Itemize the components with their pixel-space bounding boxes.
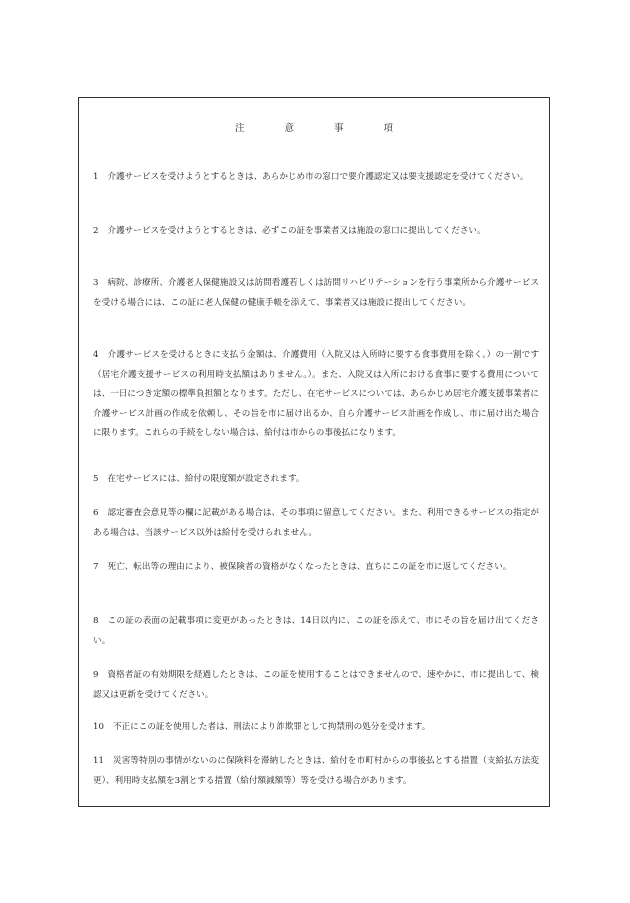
title-char: 項 [383, 123, 394, 134]
notice-text: 資格者証の有効期限を経過したときは、この証を使用することはできませんので、速やかに、市に提出して、検認又は更新を受けてください。 [93, 670, 539, 700]
notice-text: この証の表面の記載事項に変更があったときは、14日以内に、この証を添えて、市にその旨を届け出てください。 [93, 616, 539, 646]
notice-text: 病院、診療所、介護老人保健施設又は訪問看護若しくは訪問リハビリテーションを行う事業所から介護サービスを受ける場合には、この証に老人保健の健康手帳を添えて、事業者又は施設に提出してください。 [93, 278, 539, 308]
notice-number: 3 [93, 278, 99, 288]
notice-text: 死亡、転出等の理由により、被保険者の資格がなくなったときは、直ちにこの証を市に返してください。 [107, 562, 512, 572]
title-char: 意 [284, 123, 294, 134]
notice-number: 7 [93, 562, 99, 572]
notice-item-5 [93, 470, 539, 490]
notice-item-2 [93, 222, 539, 242]
notice-text: 認定審査会意見等の欄に記載がある場合は、その事項に留意してください。また、利用できるサービスの指定がある場合は、当該サービス以外は給付を受けられません。 [93, 508, 539, 538]
notice-item-8 [93, 612, 539, 651]
notice-item-6 [93, 504, 539, 543]
notice-item-4 [93, 346, 539, 444]
notice-frame [78, 97, 550, 807]
page-title [79, 120, 549, 134]
notice-number: 8 [93, 616, 99, 626]
notice-item-9 [93, 666, 539, 705]
notice-text: 介護サービスを受けようとするときは、あらかじめ市の窓口で要介護認定又は要支援認定を受けてください。 [107, 172, 529, 182]
notice-number: 5 [93, 474, 99, 484]
notice-number: 2 [93, 226, 99, 236]
notice-number: 11 [93, 756, 104, 766]
notice-text: 在宅サービスには、給付の限度額が設定されます。 [107, 474, 305, 484]
notice-item-3 [93, 274, 539, 313]
notice-text: 災害等特別の事情がないのに保険料を滞納したときは、給付を市町村からの事後払とする措置（支給払方法変更）、利用時支払額を3割とする措置（給付額減額等）等を受ける場合があります。 [93, 756, 539, 786]
notice-number: 9 [93, 670, 99, 680]
notice-number: 10 [93, 722, 104, 732]
notice-text: 介護サービスを受けるときに支払う金額は、介護費用（入院又は入所時に要する食事費用を除く。）の一割です（居宅介護支援サービスの利用時支払額はありません。）。また、入院又は入所における食事に要する費用については、一日につき定額の標準負担額となります。ただし、在宅サービスについては、あらかじめ居宅介護支援事業者に介護サービス計画の作成を依頼し、その旨を市に届け出るか、自ら介護サービス計画を作成し、市に届け出た場合に限ります。これらの手続をしない場合は、給付は市からの事後払になります。 [93, 350, 539, 438]
notice-number: 4 [93, 350, 99, 360]
notice-text: 不正にこの証を使用した者は、刑法により詐欺罪として拘禁刑の処分を受けます。 [112, 722, 431, 732]
notice-item-7 [93, 558, 539, 578]
notice-number: 6 [93, 508, 99, 518]
notice-text: 介護サービスを受けようとするときは、必ずこの証を事業者又は施設の窓口に提出してください。 [107, 226, 486, 236]
notice-item-10 [93, 718, 539, 738]
notice-number: 1 [93, 172, 99, 182]
title-char: 事 [334, 123, 344, 134]
notice-item-11 [93, 752, 539, 791]
notice-item-1 [93, 168, 539, 188]
title-char: 注 [234, 123, 245, 134]
